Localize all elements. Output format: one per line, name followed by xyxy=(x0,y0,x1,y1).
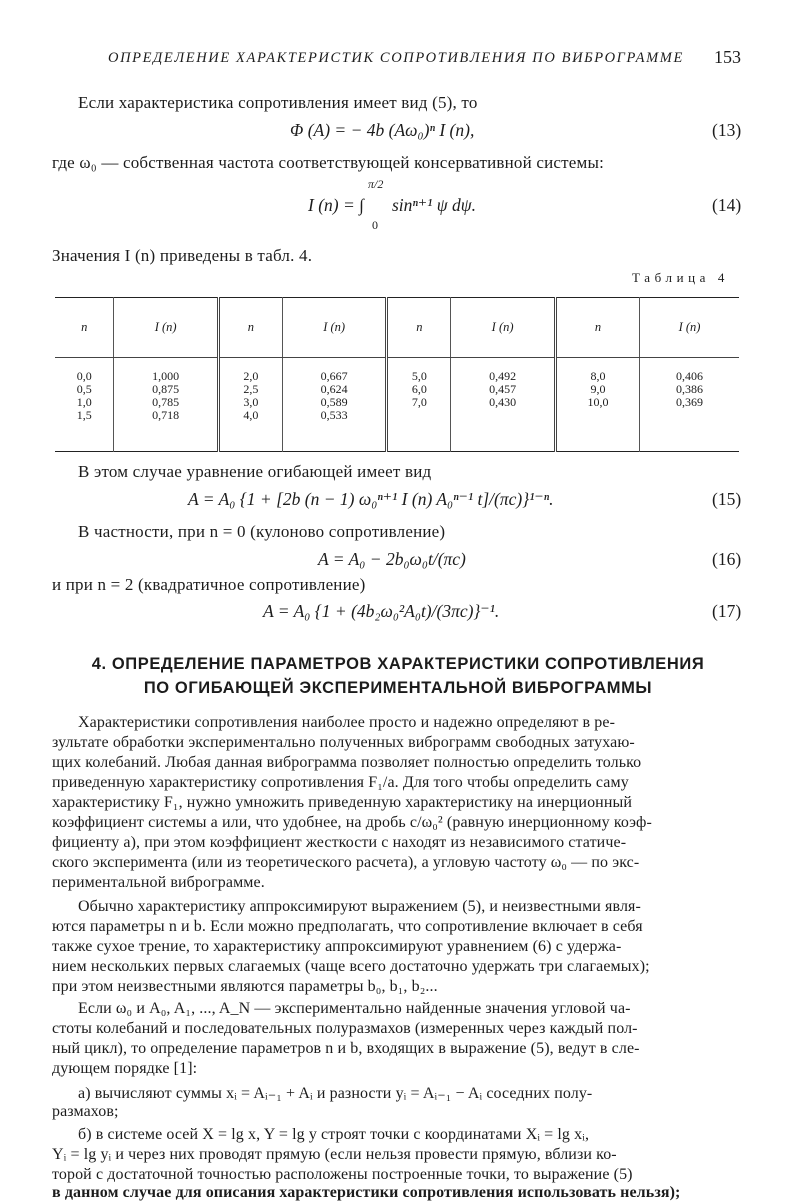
table-cell-In xyxy=(640,358,739,452)
header-In-3: I (n) xyxy=(451,298,555,358)
cell-value: 0,589 xyxy=(320,395,348,409)
page-number: 153 xyxy=(714,47,741,67)
cell-value: 0,406 xyxy=(676,369,704,383)
paragraph-line: ются параметры n и b. Если можно предполагать, что сопротивление включает в себя xyxy=(52,918,643,935)
cell-value: 0,457 xyxy=(489,382,517,396)
equation-16: A = A₀ − 2b₀ω₀t/(πc) xyxy=(318,549,466,569)
paragraph-line: приведенную характеристику сопротивления F₁/a. Для того чтобы определить саму xyxy=(52,774,629,791)
equation-14-right: sinⁿ⁺¹ ψ dψ. xyxy=(392,195,477,215)
paragraph-line: зультате обработки экспериментально полученных виброграмм свободных затухаю- xyxy=(52,734,635,751)
paragraph-line: также сухое трение, то характеристику аппроксимируют уравнением (6) с удержа- xyxy=(52,938,622,955)
paragraph-line: Характеристики сопротивления наиболее просто и надежно определяют в ре- xyxy=(78,714,616,731)
table-cell-In xyxy=(282,358,386,452)
paragraph-line: нием нескольких первых слагаемых (чаще всего достаточно удержать три слагаемых); xyxy=(52,958,650,975)
cell-value: 0,492 xyxy=(489,369,517,383)
cell-value: 0,386 xyxy=(676,382,704,396)
table-cell-n xyxy=(387,358,451,452)
table-cell-In xyxy=(114,358,218,452)
cell-value: 0,430 xyxy=(489,395,517,409)
equation-16-number: (16) xyxy=(712,549,742,569)
cell-value: 2,5 xyxy=(243,382,259,396)
paragraph-line: ского эксперимента (или из теоретического расчета), а угловую частоту ω₀ — по экс- xyxy=(52,854,640,871)
paragraph-line: а) вычисляют суммы xᵢ = Aᵢ₋₁ + Aᵢ и разности yᵢ = Aᵢ₋₁ − Aᵢ соседних полу- xyxy=(78,1085,593,1102)
cell-value: 2,0 xyxy=(243,369,259,383)
paragraph-line: щих колебаний. Любая данная виброграмма позволяет полностью определить только xyxy=(52,754,642,771)
table-row xyxy=(55,358,739,452)
header-n-2: n xyxy=(218,298,282,358)
integral-lower-limit: 0 xyxy=(372,218,378,232)
paragraph-line: характеристику F₁, нужно умножить приведенную характеристику на инерционный xyxy=(52,794,633,811)
paragraph-line: при этом неизвестными являются параметры b₀, b₁, b₂... xyxy=(52,978,438,995)
cell-value: 1,0 xyxy=(76,395,92,409)
table-header-row xyxy=(55,298,739,358)
cell-value: 0,5 xyxy=(76,382,92,396)
paragraph-line: торой с достаточной точностью расположены построенные точки, то выражение (5) xyxy=(52,1166,633,1183)
cell-value: 0,369 xyxy=(676,395,704,409)
equation-14-number: (14) xyxy=(712,195,742,215)
paragraph-line: размахов; xyxy=(52,1103,119,1120)
cell-value: 5,0 xyxy=(411,369,427,383)
cell-value: 0,875 xyxy=(152,382,180,396)
equation-17-number: (17) xyxy=(712,601,742,621)
equation-13-number: (13) xyxy=(712,120,742,140)
cell-value: 1,5 xyxy=(76,408,92,422)
cell-value: 3,0 xyxy=(243,395,259,409)
table-cell-n xyxy=(218,358,282,452)
cell-value: 10,0 xyxy=(587,395,609,409)
paragraph-line: Если ω₀ и A₀, A₁, ..., A_N — экспериментально найденные значения угловой ча- xyxy=(78,1000,631,1017)
intro-line: Если характеристика сопротивления имеет вид (5), то xyxy=(78,93,478,112)
cell-value: 7,0 xyxy=(411,395,427,409)
table-cell-n xyxy=(55,358,114,452)
cell-value: 0,533 xyxy=(320,408,348,422)
header-In-4: I (n) xyxy=(640,298,739,358)
header-In-1: I (n) xyxy=(114,298,218,358)
table-cell-In xyxy=(451,358,555,452)
cell-value: 0,718 xyxy=(152,408,180,422)
equation-14-left: I (n) = ∫ xyxy=(308,195,364,215)
section-title-line-2: ПО ОГИБАЮЩЕЙ ЭКСПЕРИМЕНТАЛЬНОЙ ВИБРОГРАММЫ xyxy=(143,679,653,697)
coulomb-line: В частности, при n = 0 (кулоново сопротивление) xyxy=(78,522,446,541)
where-line: где ω₀ — собственная частота соответствующей консервативной системы: xyxy=(52,153,605,172)
equation-13: Φ (A) = − 4b (Aω₀)ⁿ I (n), xyxy=(290,120,475,140)
cell-value: 9,0 xyxy=(590,382,606,396)
paragraph-line: коэффициент системы a или, что удобнее, на дробь c/ω₀² (равную инерционному коэф- xyxy=(52,814,652,831)
paragraph-line: ный цикл), то определение параметров n и b, входящих в выражение (5), ведут в сле- xyxy=(52,1040,640,1057)
header-n-3: n xyxy=(387,298,451,358)
cell-value: 4,0 xyxy=(243,408,259,422)
paragraph-line: в данном случае для описания характеристики сопротивления использовать нельзя); xyxy=(52,1184,681,1201)
paragraph-line: Yᵢ = lg yᵢ и через них проводят прямую (если нельзя провести прямую, вблизи ко- xyxy=(52,1146,617,1163)
header-n-4: n xyxy=(555,298,639,358)
cell-value: 0,624 xyxy=(320,382,348,396)
cell-value: 6,0 xyxy=(411,382,427,396)
table-4 xyxy=(55,297,739,452)
paragraph-line: периментальной виброграмме. xyxy=(52,874,265,891)
paragraph-line: фициенту a), при этом коэффициент жесткости c находят из независимого статиче- xyxy=(52,834,627,851)
cell-value: 1,000 xyxy=(152,369,180,383)
integral-upper-limit: π/2 xyxy=(368,177,384,191)
cell-value: 0,785 xyxy=(152,395,180,409)
equation-17: A = A₀ {1 + (4b₂ω₀²A₀t)/(3πc)}⁻¹. xyxy=(263,601,500,621)
cell-value: 0,667 xyxy=(320,369,348,383)
cell-value: 8,0 xyxy=(590,369,606,383)
equation-15-number: (15) xyxy=(712,489,742,509)
paragraph-line: стоты колебаний и последовательных полуразмахов (измеренных через каждый пол- xyxy=(52,1020,638,1037)
paragraph-line: б) в системе осей X = lg x, Y = lg y строят точки с координатами Xᵢ = lg xᵢ, xyxy=(78,1126,590,1143)
values-line: Значения I (n) приведены в табл. 4. xyxy=(52,246,313,265)
running-header: ОПРЕДЕЛЕНИЕ ХАРАКТЕРИСТИК СОПРОТИВЛЕНИЯ ПО ВИБРОГРАММЕ xyxy=(108,50,684,66)
quadratic-line: и при n = 2 (квадратичное сопротивление) xyxy=(52,575,366,594)
cell-value: 0,0 xyxy=(76,369,92,383)
envelope-intro: В этом случае уравнение огибающей имеет вид xyxy=(78,462,432,481)
paragraph-line: Обычно характеристику аппроксимируют выражением (5), и неизвестными явля- xyxy=(78,898,641,915)
table-cell-n xyxy=(555,358,639,452)
equation-15: A = A₀ {1 + [2b (n − 1) ω₀ⁿ⁺¹ I (n) A₀ⁿ⁻¹ t]/(πc)}¹⁻ⁿ. xyxy=(188,489,554,509)
table-caption: Таблица 4 xyxy=(632,270,729,285)
section-title-line-1: 4. ОПРЕДЕЛЕНИЕ ПАРАМЕТРОВ ХАРАКТЕРИСТИКИ СОПРОТИВЛЕНИЯ xyxy=(91,655,705,673)
paragraph-line: дующем порядке [1]: xyxy=(52,1060,198,1077)
header-n-1: n xyxy=(55,298,114,358)
header-In-2: I (n) xyxy=(282,298,386,358)
